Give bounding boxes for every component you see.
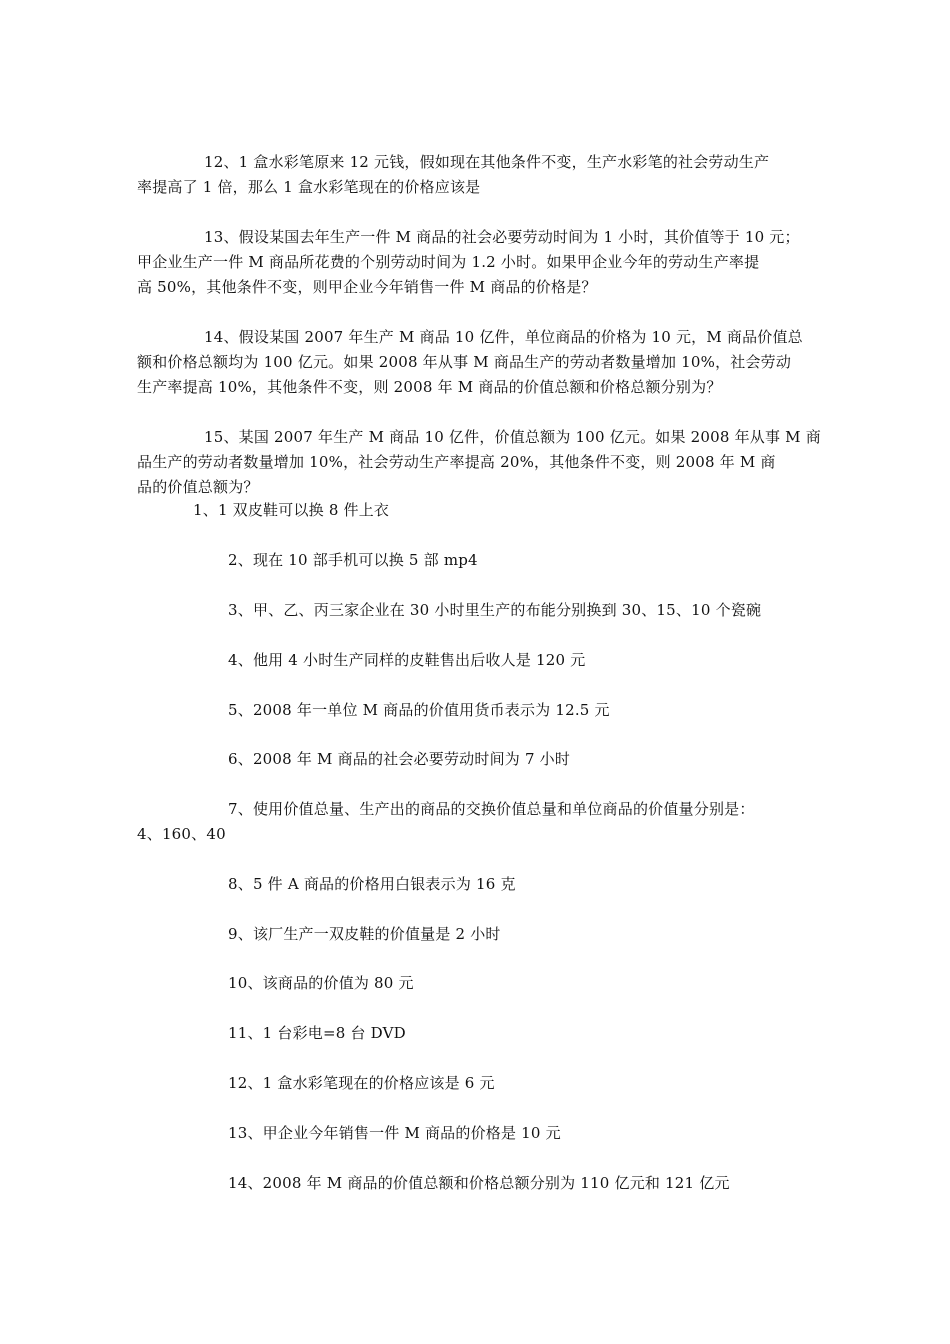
answer-3: 3、甲、乙、丙三家企业在 30 小时里生产的布能分别换到 30、15、10 个瓷碗 bbox=[228, 601, 762, 619]
question-15-line-2: 品生产的劳动者数量增加 10%，社会劳动生产率提高 20%，其他条件不变，则 2008 年 M 商 bbox=[137, 453, 776, 471]
answer-1: 1、1 双皮鞋可以换 8 件上衣 bbox=[193, 501, 390, 519]
answer-6: 6、2008 年 M 商品的社会必要劳动时间为 7 小时 bbox=[228, 750, 571, 768]
answer-9: 9、该厂生产一双皮鞋的价值量是 2 小时 bbox=[228, 925, 501, 943]
answer-11: 11、1 台彩电=8 台 DVD bbox=[228, 1024, 406, 1042]
answer-7-line-2: 4、160、40 bbox=[137, 825, 226, 843]
answer-13: 13、甲企业今年销售一件 M 商品的价格是 10 元 bbox=[228, 1124, 561, 1142]
question-12-line-1: 12、1 盒水彩笔原来 12 元钱，假如现在其他条件不变，生产水彩笔的社会劳动生产 bbox=[204, 153, 770, 171]
answer-2: 2、现在 10 部手机可以换 5 部 mp4 bbox=[228, 551, 478, 569]
question-14-line-2: 额和价格总额均为 100 亿元。如果 2008 年从事 M 商品生产的劳动者数量增加 10%，社会劳动 bbox=[137, 353, 792, 371]
answer-5: 5、2008 年一单位 M 商品的价值用货币表示为 12.5 元 bbox=[228, 701, 610, 719]
question-13-line-3: 高 50%，其他条件不变，则甲企业今年销售一件 M 商品的价格是？ bbox=[137, 278, 597, 296]
question-15-line-1: 15、某国 2007 年生产 M 商品 10 亿件，价值总额为 100 亿元。如果 2008 年从事 M 商 bbox=[204, 428, 821, 446]
answer-7-line-1: 7、使用价值总量、生产出的商品的交换价值总量和单位商品的价值量分别是： bbox=[228, 800, 755, 818]
question-12-line-2: 率提高了 1 倍，那么 1 盒水彩笔现在的价格应该是 bbox=[137, 178, 481, 196]
question-13-line-2: 甲企业生产一件 M 商品所花费的个别劳动时间为 1.2 小时。如果甲企业今年的劳动生产率提 bbox=[137, 253, 760, 271]
answer-8: 8、5 件 A 商品的价格用白银表示为 16 克 bbox=[228, 875, 516, 893]
question-13-line-1: 13、假设某国去年生产一件 M 商品的社会必要劳动时间为 1 小时，其价值等于 10 元； bbox=[204, 228, 800, 246]
question-14-line-3: 生产率提高 10%，其他条件不变，则 2008 年 M 商品的价值总额和价格总额分别为？ bbox=[137, 378, 722, 396]
answer-14: 14、2008 年 M 商品的价值总额和价格总额分别为 110 亿元和 121 亿元 bbox=[228, 1174, 730, 1192]
answer-12: 12、1 盒水彩笔现在的价格应该是 6 元 bbox=[228, 1074, 495, 1092]
question-15-line-3: 品的价值总额为？ bbox=[137, 478, 259, 496]
answer-10: 10、该商品的价值为 80 元 bbox=[228, 974, 414, 992]
question-14-line-1: 14、假设某国 2007 年生产 M 商品 10 亿件，单位商品的价格为 10 元，M 商品价值总 bbox=[204, 328, 803, 346]
answer-4: 4、他用 4 小时生产同样的皮鞋售出后收人是 120 元 bbox=[228, 651, 586, 669]
